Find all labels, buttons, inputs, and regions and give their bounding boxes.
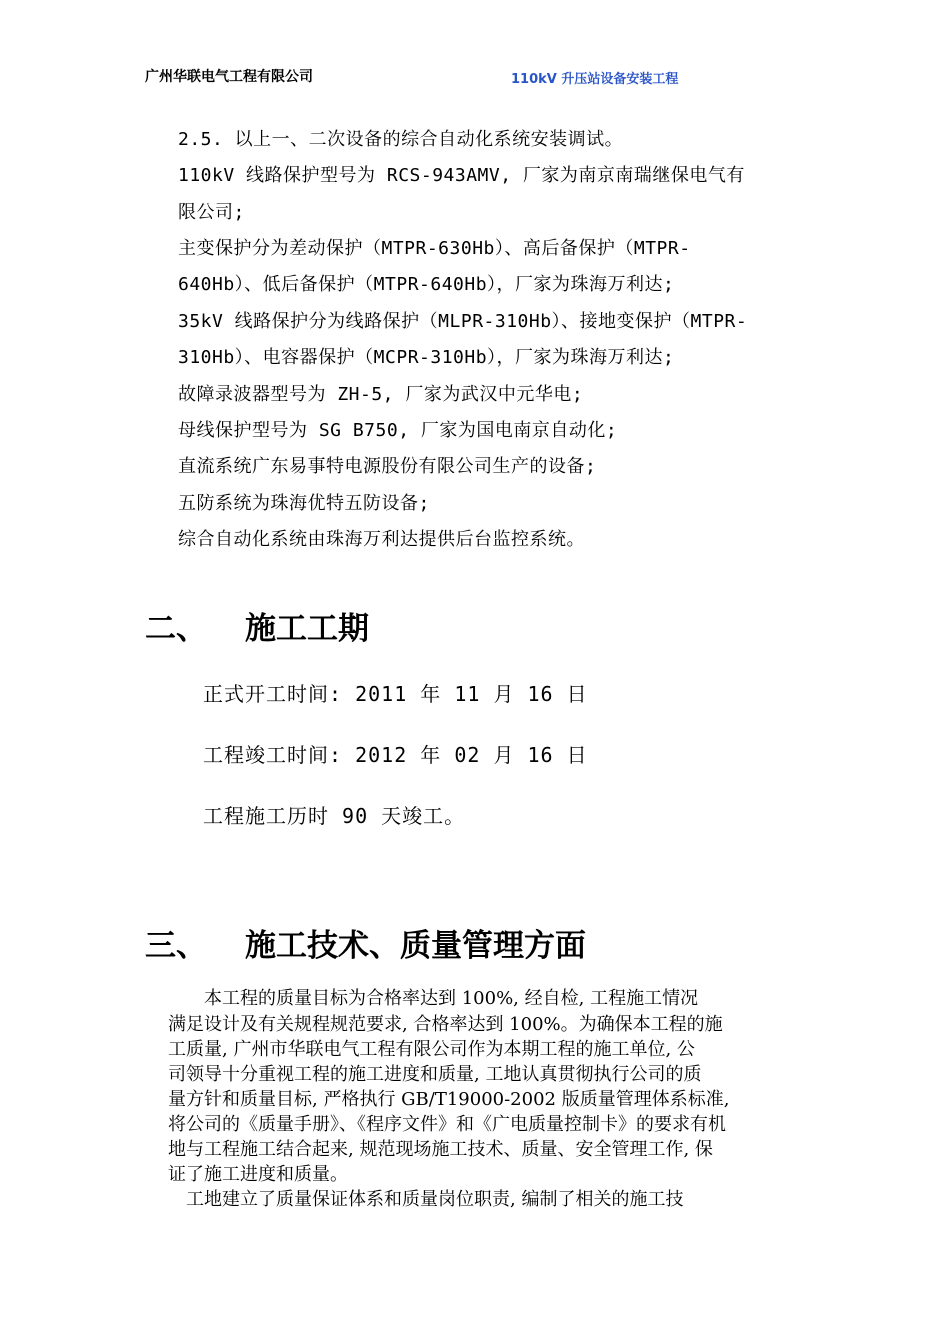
section-2-heading [145, 603, 369, 648]
section-3-number: 三、 [145, 928, 207, 964]
section-2-5-line: 母线保护型号为 SG B750, 厂家为国电南京自动化; [178, 420, 618, 441]
section-2-number: 二、 [145, 611, 207, 647]
completion-date-line: 工程竣工时间: 2012 年 02 月 16 日 [203, 743, 588, 767]
section-3-title: 施工技术、质量管理方面 [245, 928, 586, 964]
section-2-5-line: 2.5. 以上一、二次设备的综合自动化系统安装调试。 [178, 129, 624, 150]
section-3-paragraph-line: 本工程的质量目标为合格率达到 100%, 经自检, 工程施工情况 [168, 988, 699, 1009]
duration-line: 工程施工历时 90 天竣工。 [203, 804, 466, 828]
section-2-5-line: 35kV 线路保护分为线路保护（MLPR-310Hb）、接地变保护（MTPR- [178, 311, 748, 332]
header-project: 110kV 升压站设备安装工程 [511, 72, 679, 87]
section-3-paragraph-line: 将公司的《质量手册》、《程序文件》和《广电质量控制卡》的要求有机 [168, 1114, 726, 1135]
section-2-5-line: 综合自动化系统由珠海万利达提供后台监控系统。 [178, 529, 585, 550]
section-2-5-line: 故障录波器型号为 ZH-5, 厂家为武汉中元华电; [178, 384, 584, 405]
section-3-paragraph-line: 司领导十分重视工程的施工进度和质量, 工地认真贯彻执行公司的质 [168, 1064, 702, 1085]
section-2-5-line: 直流系统广东易事特电源股份有限公司生产的设备; [178, 456, 597, 477]
section-3-paragraph-line: 工地建立了质量保证体系和质量岗位职责, 编制了相关的施工技 [168, 1189, 684, 1210]
section-3-paragraph-line: 工质量, 广州市华联电气工程有限公司作为本期工程的施工单位, 公 [168, 1039, 695, 1060]
start-date-line: 正式开工时间: 2011 年 11 月 16 日 [203, 682, 588, 706]
section-3-paragraph-line: 证了施工进度和质量。 [168, 1164, 348, 1185]
section-2-5-line: 110kV 线路保护型号为 RCS-943AMV, 厂家为南京南瑞继保电气有 [178, 165, 745, 186]
section-2-5-line: 主变保护分为差动保护（MTPR-630Hb）、高后备保护（MTPR- [178, 238, 691, 259]
section-2-5-line: 640Hb）、低后备保护（MTPR-640Hb），厂家为珠海万利达; [178, 274, 675, 295]
section-2-5-line: 限公司; [178, 202, 245, 223]
section-3-paragraph-line: 地与工程施工结合起来, 规范现场施工技术、质量、安全管理工作, 保 [168, 1139, 713, 1160]
section-3-paragraph-line: 满足设计及有关规程规范要求, 合格率达到 100%。为确保本工程的施 [168, 1014, 723, 1035]
header-company: 广州华联电气工程有限公司 [145, 69, 313, 85]
section-3-paragraph-line: 量方针和质量目标, 严格执行 GB/T19000-2002 版质量管理体系标准, [168, 1089, 730, 1110]
section-2-5-line: 五防系统为珠海优特五防设备; [178, 493, 430, 514]
section-3-heading [145, 920, 586, 965]
section-2-title: 施工工期 [245, 611, 369, 647]
section-2-5-line: 310Hb）、电容器保护（MCPR-310Hb），厂家为珠海万利达; [178, 347, 675, 368]
